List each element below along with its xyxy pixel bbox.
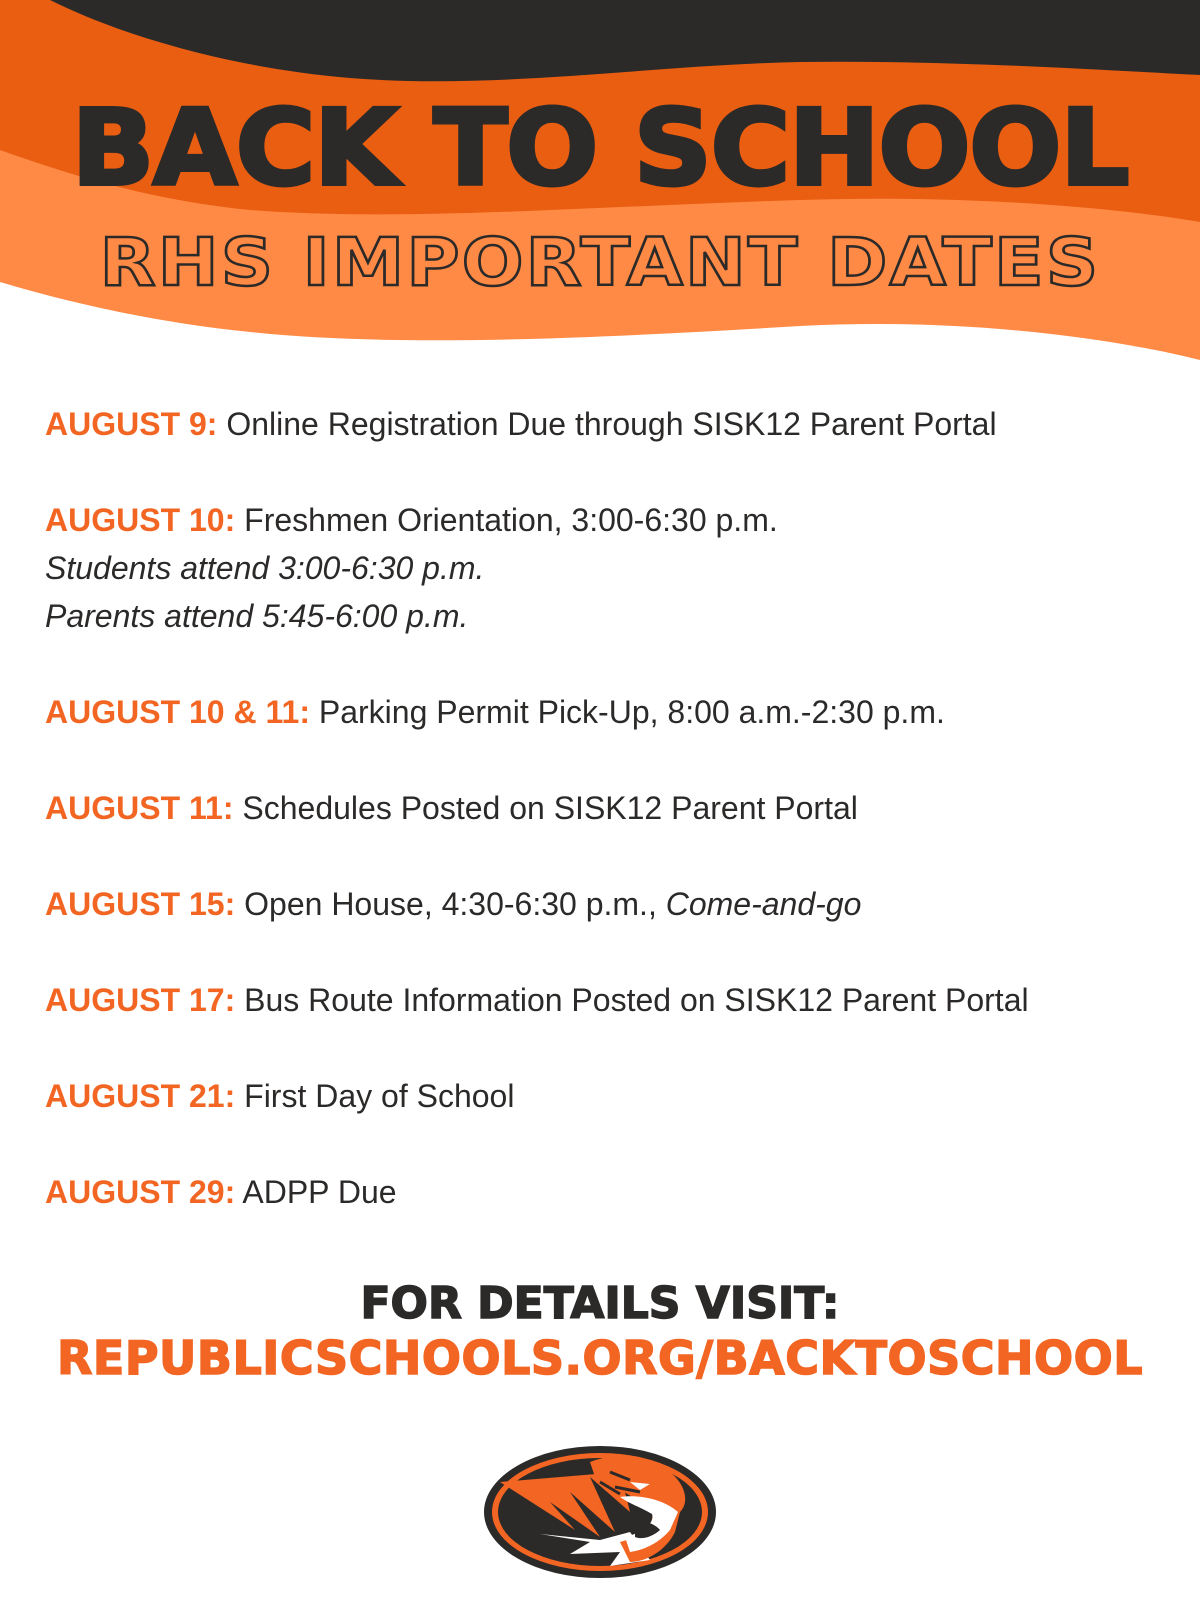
event-item	[45, 1168, 1185, 1216]
event-text: Freshmen Orientation, 3:00-6:30 p.m.	[244, 502, 778, 538]
event-date: AUGUST 11:	[45, 790, 234, 826]
event-date: AUGUST 15:	[45, 886, 236, 922]
event-text: Open House, 4:30-6:30 p.m.,	[244, 886, 657, 922]
event-text: Bus Route Information Posted on SISK12 Parent Portal	[244, 982, 1029, 1018]
event-item	[45, 880, 1185, 928]
tiger-mascot-icon	[480, 1442, 720, 1582]
event-text: Parking Permit Pick-Up, 8:00 a.m.-2:30 p.m.	[318, 694, 945, 730]
details-label: FOR DETAILS VISIT:	[360, 1278, 840, 1329]
page-subtitle: RHS IMPORTANT DATES	[99, 224, 1101, 301]
event-text: Schedules Posted on SISK12 Parent Portal	[242, 790, 858, 826]
event-text: First Day of School	[244, 1078, 515, 1114]
event-date: AUGUST 21:	[45, 1078, 236, 1114]
event-date: AUGUST 29:	[45, 1174, 236, 1210]
important-dates-list	[45, 400, 1185, 1216]
event-item	[45, 688, 1185, 736]
event-item	[45, 976, 1185, 1024]
event-text: Online Registration Due through SISK12 Parent Portal	[226, 406, 997, 442]
event-detail: Parents attend 5:45-6:00 p.m.	[45, 598, 469, 634]
page-title: BACK TO SCHOOL	[71, 87, 1129, 209]
event-date: AUGUST 9:	[45, 406, 218, 442]
event-date: AUGUST 10 & 11:	[45, 694, 310, 730]
event-item	[45, 496, 1185, 640]
details-url-link[interactable]: REPUBLICSCHOOLS.ORG/BACKTOSCHOOL	[56, 1331, 1144, 1385]
event-date: AUGUST 10:	[45, 502, 236, 538]
event-text: ADPP Due	[242, 1174, 397, 1210]
event-detail: Students attend 3:00-6:30 p.m.	[45, 550, 485, 586]
event-note: Come-and-go	[665, 886, 862, 922]
event-item	[45, 1072, 1185, 1120]
event-item	[45, 784, 1185, 832]
event-date: AUGUST 17:	[45, 982, 236, 1018]
event-item	[45, 400, 1185, 448]
